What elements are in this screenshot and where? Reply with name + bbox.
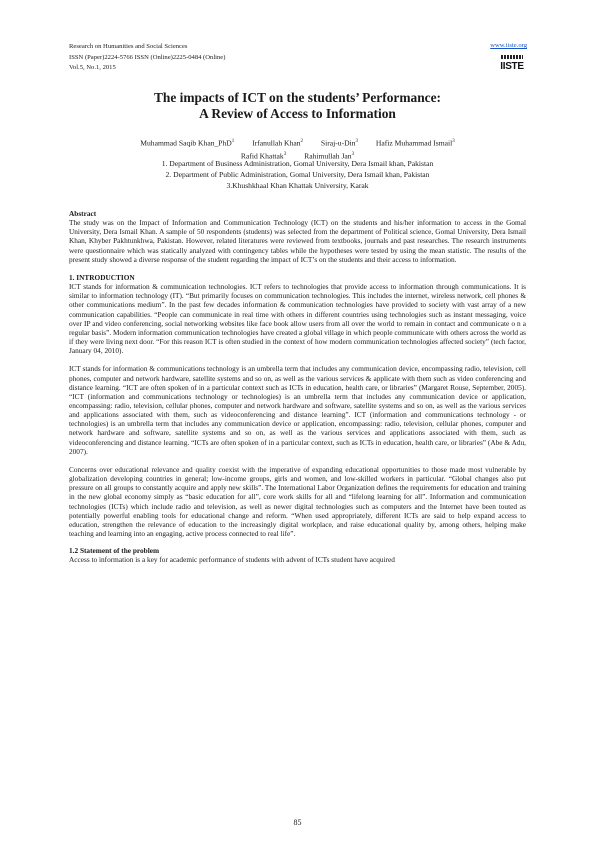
problem-paragraph-1: Access to information is a key for academic performance of students with advent of ICTs student have acquired (69, 555, 395, 565)
paper-title (60, 90, 535, 122)
title-line-2: A Review of Access to Information (199, 106, 396, 121)
author: Hafiz Muhammad Ismail$^3$ (375, 138, 455, 148)
author: Irfanullah Khan$^2$ (252, 138, 303, 148)
affiliation: 1. Department of Business Administration, Gomal University, Dera Ismail khan, Pakistan (161, 159, 434, 168)
abstract-heading: Abstract (69, 209, 97, 218)
title-line-1: The impacts of ICT on the students’ Performance: (153, 90, 441, 105)
author: Muhammad Saqib Khan_PhD$^1$ (140, 138, 235, 148)
section-heading-introduction: 1. INTRODUCTION (69, 272, 135, 282)
affiliation-list (60, 158, 535, 192)
journal-name: Research on Humanities and Social Sciences (69, 43, 188, 50)
issn-line: ISSN (Paper)2224-5766 ISSN (Online)2225-0484 (Online) (69, 53, 226, 61)
logo-bar-icon (501, 55, 523, 59)
affiliation: 3.Khushkhaal Khan Khattak University, Karak (226, 181, 369, 191)
intro-paragraph-2: ICT stands for information & communications technology is an umbrella term that includes any communication device, encompassing radio, television, cell phones, computer and network hardware, satellite systems and so on, as well as the various services & applicate with them such as video conferencing and distance learning. “ICT are often spoken of in a particular context such as ICTs in education, health care, or libraries” (Margaret Rouse, September, 2005). “ICT (information and communications technology or technologies) is an umbrella term that includes any communication device or application, encompassing: radio, television, cellular phones, computer and network hardware and software, satellite systems and so on, as well as the various services and applications associated with them, such as videoconferencing and distance learning”. ICT (information and communications technology - or technologies) is an umbrella term that includes any communication device or application, encompassing: radio, television, cellular phones, computer and network hardware and software, satellite systems and so on, as well as the various services and applications associated with them, such as videoconferencing and distance learning. “ICTs are often spoken of in a particular context, such as ICTs in education, health care, or libraries” (Abe & Adu, 2007). (69, 364, 526, 456)
page-number: 85 (293, 818, 302, 827)
journal-url-link[interactable]: www.iiste.org (490, 42, 527, 49)
author: Siraj-u-Din$^3$ (320, 138, 358, 148)
logo-text: IISTE (500, 61, 524, 72)
paper-body (69, 209, 526, 564)
section-heading-problem-statement: 1.2 Statement of the problem (69, 546, 160, 556)
author: Rafid Khattak$^3$ (240, 151, 287, 161)
intro-paragraph-1: ICT stands for information & communication technologies. ICT refers to technologies that provide access to information through communications. It is similar to information technology (IT). “But primarily focuses on communication technologies. This includes the internet, wireless network, cell phones & other communications medium”. In the past few decades information & communication technologies have provided to society with vast array of a new communication capabilities. “People can communicate in real time with others in different countries using technologies such as instant messaging, voice over IP and video conferencing, social networking websites like face book allow users from all over the world to remain in contact and communicate o n a regular basis”. Modern information communication technologies have created a global village in which people communicate with others across the world as if they were living next door. “For this reason ICT is often studied in the context of how modern communication technologies affected society” (tech factor, January 04, 2010). (69, 282, 526, 356)
affiliation: 2. Department of Public Administration, Gomal University, Dera Ismail khan, Pakistan (165, 170, 430, 180)
journal-header (69, 42, 225, 74)
iiste-logo (499, 53, 525, 77)
volume-line: Vol.5, No.1, 2015 (69, 64, 116, 71)
intro-paragraph-3: Concerns over educational relevance and quality coexist with the imperative of expanding educational opportunities to those made most vulnerable by globalization developing countries in general; low-income groups, girls and women, and low-skilled workers in particular. “Global changes also put pressure on all groups to constantly acquire and apply new skills”. The International Labor Organization defines the requirements for education and training in the new global economy simply as “basic education for all”, core work skills for all and “lifelong learning for all”. Information and communication technologies (ICTs) which include radio and television, as well as newer digital technologies such as computers and the Internet have been touted as potentially powerful enabling tools for educational change and reform. “When used appropriately, different ICTs are said to help expand access to education, strengthen the relevance of education to the increasingly digital workplace, and raise educational quality by, among others, helping make teaching and learning into an engaging, active process connected to real life”. (69, 464, 526, 538)
abstract-text: The study was on the Impact of Information and Communication Technology (ICT) on the students and his/her information to access in the Gomal University, Dera Ismail Khan. A sample of 50 respondents (students) was selected from the department of Political science, Gomal University, Dera Ismail Khan, Khyber Pakhtunkhwa, Pakistan. However, related literatures were reviewed from textbooks, journals and past researches. The research instruments were questionnaire which was statically analyzed with contingency tables while the hypotheses were tested by using the mean statistic. The results of the present study showed a diverse response of the student regarding the impact of ICT’s on the students and their access to information. (69, 218, 526, 264)
author: Rahimullah Jan$^3$ (304, 151, 355, 161)
